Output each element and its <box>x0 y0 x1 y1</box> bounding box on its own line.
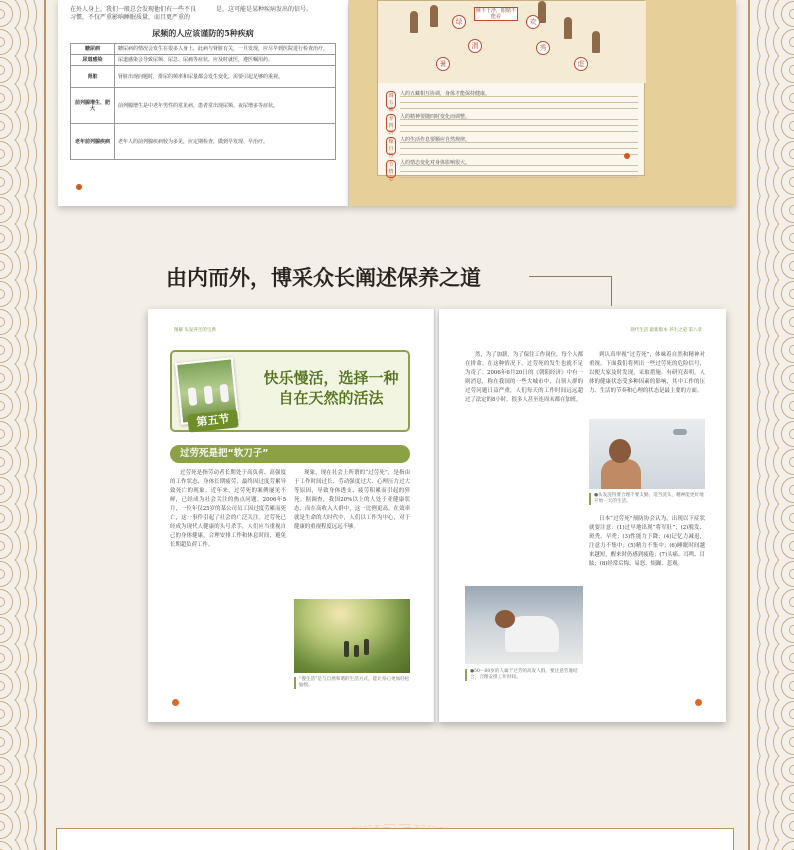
row-text: 糖尿病的情况会发生在很多人身上，此病与肾脏有关，一旦发现，应尽早到医院进行检查治疗。 <box>115 44 336 55</box>
figure-illustration <box>430 5 438 27</box>
body-text: 到认真审视“过劳死”，体味着自然和精神对重视。下面我们将列出一些过劳死的危险信号，以便大家及时发现，采取措施。有研究表明，人体的健康状态受多种因素的影响，其中工作的压力、生活的节奏和心理的状态是最主要的方面。 <box>589 352 705 394</box>
person-figure <box>203 386 213 405</box>
circle-label: 绿 <box>452 15 466 29</box>
page-number-dot <box>695 699 702 706</box>
right-page <box>439 309 726 722</box>
row-key: 老年前列腺疾病 <box>71 124 115 160</box>
row-key: 糖尿病 <box>71 44 115 55</box>
section-headline: 由内而外，博采众长阐述保养之道 <box>166 266 481 290</box>
row-text: 前列腺增生是中老年男性的常见病，患者常出现尿频、夜尿增多等症状。 <box>115 88 336 124</box>
row-key: 前列腺增生、肥大 <box>71 88 115 124</box>
circle-label: 虚 <box>574 57 588 71</box>
body-column <box>170 469 286 699</box>
section-badge: 第五节 <box>187 409 239 432</box>
person-figure <box>219 384 229 403</box>
circle-label: 暑 <box>436 57 450 71</box>
item-tag: 养四时 <box>386 114 396 132</box>
decorative-wave-band-left <box>0 0 42 850</box>
page-number-dot <box>172 699 179 706</box>
top-book-spread <box>58 0 736 206</box>
list-item <box>386 91 638 113</box>
row-key: 肾脏 <box>71 66 115 88</box>
item-text: 人的生活作息要顺应自然规律。 <box>400 137 638 155</box>
section-header-card <box>170 350 410 432</box>
tired-office-worker-photo <box>465 586 583 664</box>
person-shoulder <box>601 459 641 489</box>
top-intro <box>70 6 336 22</box>
body-column <box>589 351 705 415</box>
tan-list <box>386 91 638 183</box>
row-text: 尿道感染会导致尿频、尿急、尿痛等症状，应及时就医，遵医嘱用药。 <box>115 55 336 66</box>
park-walk-photo <box>294 599 410 673</box>
top-right-page <box>349 0 736 206</box>
item-tag: 顺自然 <box>386 137 396 155</box>
main-book-spread <box>148 309 726 722</box>
circle-label: 秀 <box>536 41 550 55</box>
list-item <box>386 114 638 136</box>
body-text: 然，为了加薪，为了保住工作岗位，每个人都在拼命。在这种情况下，过劳死的发生也就不足为奇了。2006年6月20日的《朝阳经济》中有一则消息，称在我国的一些大城市中，白领人群的过劳问题日益严重，人们每天的工作时间远远超过了法定的8小时，很多人甚至连周末都在加班。 <box>465 352 583 403</box>
photo-caption: ●头发洗得要合理不要太勤，适当洗头，精神能更好地开始一天的生活。 <box>589 493 705 505</box>
frame-line-right <box>748 0 750 850</box>
table-row <box>71 44 336 55</box>
subheading-bar: 过劳死是把“软刀子” <box>170 445 410 463</box>
person-figure <box>188 387 198 406</box>
item-text: 人的精神要随四时变化而调整。 <box>400 114 638 132</box>
photo-caption: ●50～60岁的人属于过劳的高发人群，要注意劳逸结合，合理安排工作时间。 <box>465 669 583 681</box>
bottom-wave-ornament <box>48 760 746 830</box>
figure-illustration <box>592 31 600 53</box>
running-header-right: 现代生活 最新版本 养生之道 第八章 <box>630 328 702 333</box>
item-tag: 节情志 <box>386 160 396 178</box>
left-page <box>148 309 435 722</box>
item-text: 人的五藏相互协调，身体才能保持健康。 <box>400 91 638 109</box>
person-head <box>609 439 631 463</box>
leader-line <box>529 276 612 277</box>
list-item <box>386 137 638 159</box>
walker-figure <box>354 645 359 657</box>
figure-illustration <box>564 17 572 39</box>
item-text: 人的情志变化对身体影响很大。 <box>400 160 638 178</box>
hair-washing-photo <box>589 419 705 489</box>
ancient-figures-illustration <box>378 1 646 83</box>
body-column <box>465 351 583 581</box>
section-title-line1: 快乐慢活，选择一种 <box>263 369 399 387</box>
page-number-dot <box>624 153 630 159</box>
table-title: 尿频的人应该谨防的5种疾病 <box>152 28 254 38</box>
table-row <box>71 88 336 124</box>
walker-figure <box>344 641 349 657</box>
page-number-dot <box>76 184 82 190</box>
walker-figure <box>364 639 369 655</box>
showerhead-icon <box>673 429 687 435</box>
figure-illustration <box>410 11 418 33</box>
table-row <box>71 124 336 160</box>
leader-line-vertical <box>611 276 612 306</box>
decorative-wave-band-right <box>752 0 794 850</box>
item-tag: 调五藏 <box>386 91 396 109</box>
running-header-left: 图解 头发养生的宝典 <box>174 328 216 333</box>
table-row <box>71 55 336 66</box>
body-text: 现象。现在社会上所谓的“过劳死”，是指由于工作时间过长、劳动强度过大、心理压力过大等原因，导致身体透支、疲劳积累而引起的猝死。据调查，我国20%以上的人处于亚健康状态，而在高收入人群中，这一比例更高。在效率就是生命的大时代中，人们以工作为中心，对于健康的重视程度远远不够。 <box>294 470 410 530</box>
bottom-next-section-card <box>56 828 734 850</box>
top-intro-left: 在外人身上，我们一般总会发现他们有一些不良习惯，不仅严重影响睡眠质量，而且更严重的 <box>70 6 197 21</box>
frame-line-left <box>44 0 46 850</box>
worker-head <box>495 610 515 628</box>
list-item <box>386 160 638 182</box>
table-row <box>71 66 336 88</box>
circle-label: 欢 <box>526 15 540 29</box>
body-column <box>589 515 705 699</box>
row-text: 老年人的前列腺疾病较为多见，应定期检查，做到早发现、早治疗。 <box>115 124 336 160</box>
section-title-line2: 自在天然的活法 <box>278 389 384 407</box>
section-title <box>256 368 406 408</box>
top-left-page <box>58 0 348 206</box>
body-text: 过劳死是指劳动者长期处于高负荷、高强度的工作状态，身体长期疲劳，最终因过度劳累导致死亡的现象。近年来，过劳死的案例屡见不鲜，已经成为社会关注的热点问题。2006年5月，一位年仅25岁的某公司员工因过度劳累而死亡，这一事件引起了社会的广泛关注。过劳死已经成为现代人健康的头号杀手，人们应当重视自己的身体健康，合理安排工作和休息时间，避免长期超负荷工作。 <box>170 470 286 548</box>
disease-table <box>70 43 336 160</box>
row-text: 肾脏出现问题时，排尿的频率和尿量都会发生变化，需要引起足够的重视。 <box>115 66 336 88</box>
photo-caption: “慢生活”是与自然和谐的生活方式，能让身心更加轻松愉悦。 <box>294 677 410 689</box>
illustration-label: 睡不干净，眼睛不能看 <box>475 8 516 20</box>
body-column <box>294 469 410 595</box>
illustration-panel <box>377 0 645 182</box>
row-key: 尿道感染 <box>71 55 115 66</box>
body-text: 日本“过劳死”预防协会认为，出现以下症状就要注意：(1)过早地出现“将军肚”；(2)脱发、斑秃、早秃；(3)性能力下降；(4)记忆力减退，注意力不集中；(5)精力不集中；(6)睡眠时间越来越短，醒来时仍感到疲倦；(7)头痛、耳鸣、目眩；(8)经常后悔、易怒、烦躁、悲观。 <box>589 516 705 567</box>
circle-label: 渭 <box>468 39 482 53</box>
top-intro-right: 是，这可能是某种疾病发出的信号。 <box>216 6 313 13</box>
